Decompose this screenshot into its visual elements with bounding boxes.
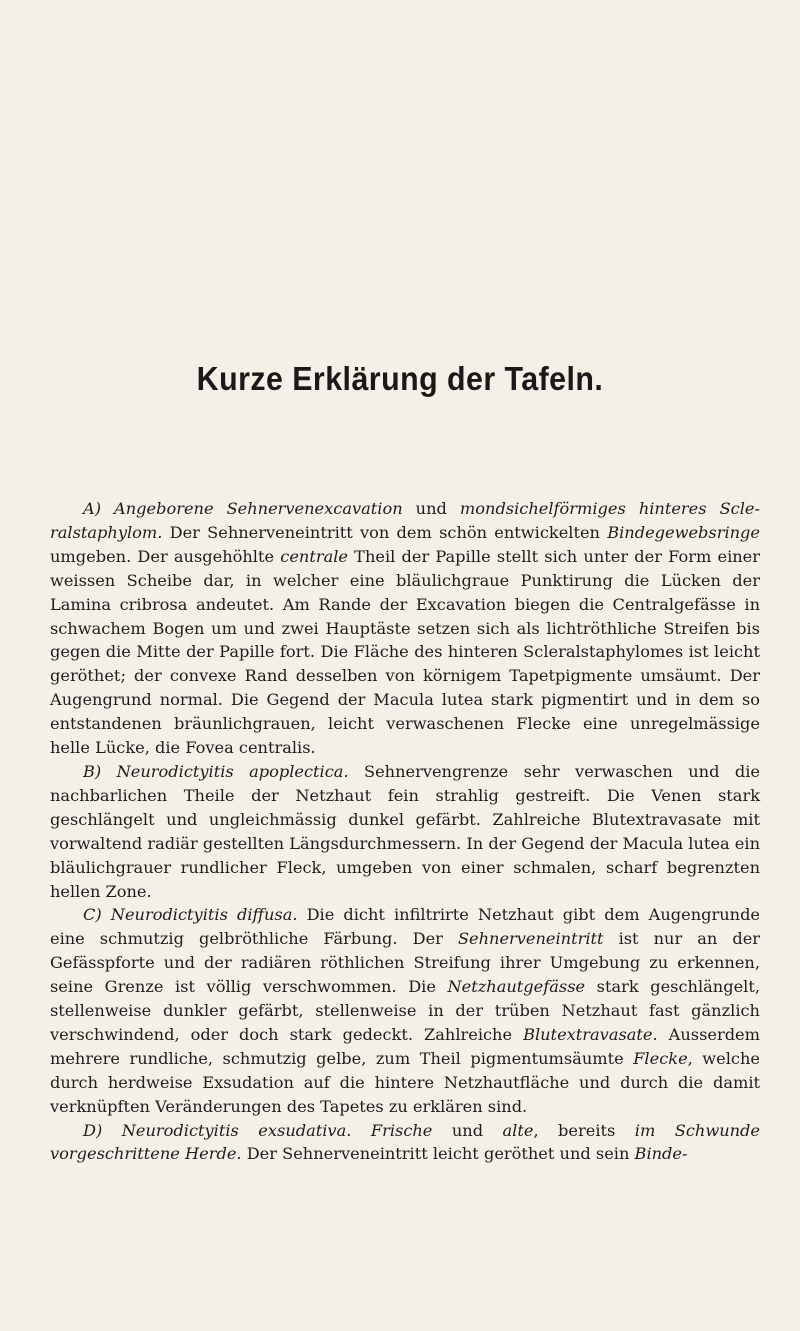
paragraph-c-text-5: , welche durch herdweise Exsudation auf die hintere Netzhautfläche und durch die damit verknüpften Veränderungen des Tapetes zu erklären sind.: [50, 1048, 760, 1116]
paragraph-a-text-2: umgeben. Der ausgehöhlte: [50, 546, 281, 566]
paragraph-a-conj-1: und: [402, 499, 460, 518]
paragraph-a: [50, 497, 760, 760]
paragraph-c-text-1: Die dicht infiltrirte Netzhaut gibt dem Augengrunde eine schmutzig gelbröthliche Färbung. Der: [50, 905, 761, 949]
paragraph-a-label: A): [83, 499, 102, 518]
paragraph-c: [50, 903, 760, 1118]
paragraph-c-text-3: stark geschlängelt, stellenweise dunkler gefärbt, stellenweise in der trüben Netzhaut fast gänzlich verschwindend, oder doch stark gedeckt. Zahlreiche: [50, 977, 760, 1044]
paragraph-a-text-1: Der Sehnerveneintritt von dem schön entwickelten: [162, 522, 608, 542]
paragraph-d-conj-1: und: [432, 1120, 503, 1140]
paragraph-a-text-3: Theil der Papille stellt sich unter der Form einer weissen Scheibe dar, in welcher eine bläulichgraue Punktirung die Lücken der Lamina cribrosa andeutet. Am Rande der Excavation biegen die Centralgefässe in schwachem Bogen um und zwei Hauptäste setzen sich als lichtröthliche Streifen bis gegen die Mitte der Papille fort. Die Fläche des hinteren Scleralstaphylomes ist leicht geröthet; der convexe Rand desselben von körnigem Tapetpigmente umsäumt. Der Augengrund normal. Die Gegend der Macula lutea stark pigmentirt und in dem so entstandenen bräunlichgrauen, leicht verwaschenen Flecke eine unregelmässige helle Lücke, die Fovea centralis.: [50, 546, 760, 758]
page-title: Kurze Erklärung der Tafeln.: [196, 360, 604, 397]
paragraph-a-term-3: Bindegewebsringe: [607, 522, 760, 542]
paragraph-d-term-4: im Schwunde vorgeschrittene Herde.: [50, 1120, 760, 1164]
paragraph-c-term-2: Sehnerveneintritt: [457, 929, 604, 949]
paragraph-b: [50, 760, 760, 903]
paragraph-c-text-2: ist nur an der Gefässpforte und der radiären röthlichen Streifung ihrer Umgebung zu erkennen, seine Grenze ist völlig verschwommen. Die: [50, 929, 761, 997]
paragraph-a-term-2: mondsichelförmiges hinteres Scleralstaphylom.: [50, 499, 760, 542]
paragraph-d: [50, 1119, 760, 1167]
paragraph-d-term-5: Binde-: [634, 1144, 688, 1164]
paragraph-d-term-2: Frische: [370, 1120, 433, 1140]
paragraph-c-text-4: Ausserdem mehrere rundliche, schmutzig gelbe, zum Theil pigmentumsäumte: [50, 1024, 760, 1068]
body-text: [50, 497, 760, 1166]
paragraph-c-term-1: Neurodictyitis diffusa.: [110, 905, 298, 925]
paragraph-a-term-1: Angeborene Sehnervenexcavation: [114, 499, 403, 518]
paragraph-c-term-5: Flecke: [633, 1048, 688, 1068]
paragraph-b-label: B): [83, 761, 102, 781]
paragraph-c-label: C): [83, 905, 102, 925]
paragraph-c-term-3: Netzhautgefässe: [447, 977, 586, 997]
paragraph-b-term-1: Neurodictyitis apoplectica.: [116, 761, 349, 781]
paragraph-d-term-1: Neurodictyitis exsudativa.: [121, 1120, 352, 1140]
paragraph-d-text-2: Der Sehnerveneintritt leicht geröthet und sein: [241, 1144, 635, 1164]
paragraph-d-label: D): [83, 1120, 103, 1140]
paragraph-a-term-4: centrale: [280, 546, 348, 566]
paragraph-d-text-1: , bereits: [533, 1120, 635, 1140]
paragraph-c-term-4: Blutextravasate.: [523, 1024, 658, 1044]
paragraph-b-text-1: Sehnervengrenze sehr verwaschen und die nachbarlichen Theile der Netzhaut fein strahlig gestreift. Die Venen stark geschlängelt und ungleichmässig dunkel gefärbt. Zahlreiche Blutextravasate mit vorwaltend radiär gestellten Längsdurchmessern. In der Gegend der Macula lutea ein bläulichgrauer rundlicher Fleck, umgeben von einer schmalen, scharf begrenzten hellen Zone.: [50, 761, 760, 901]
paragraph-d-term-3: alte: [502, 1120, 534, 1140]
